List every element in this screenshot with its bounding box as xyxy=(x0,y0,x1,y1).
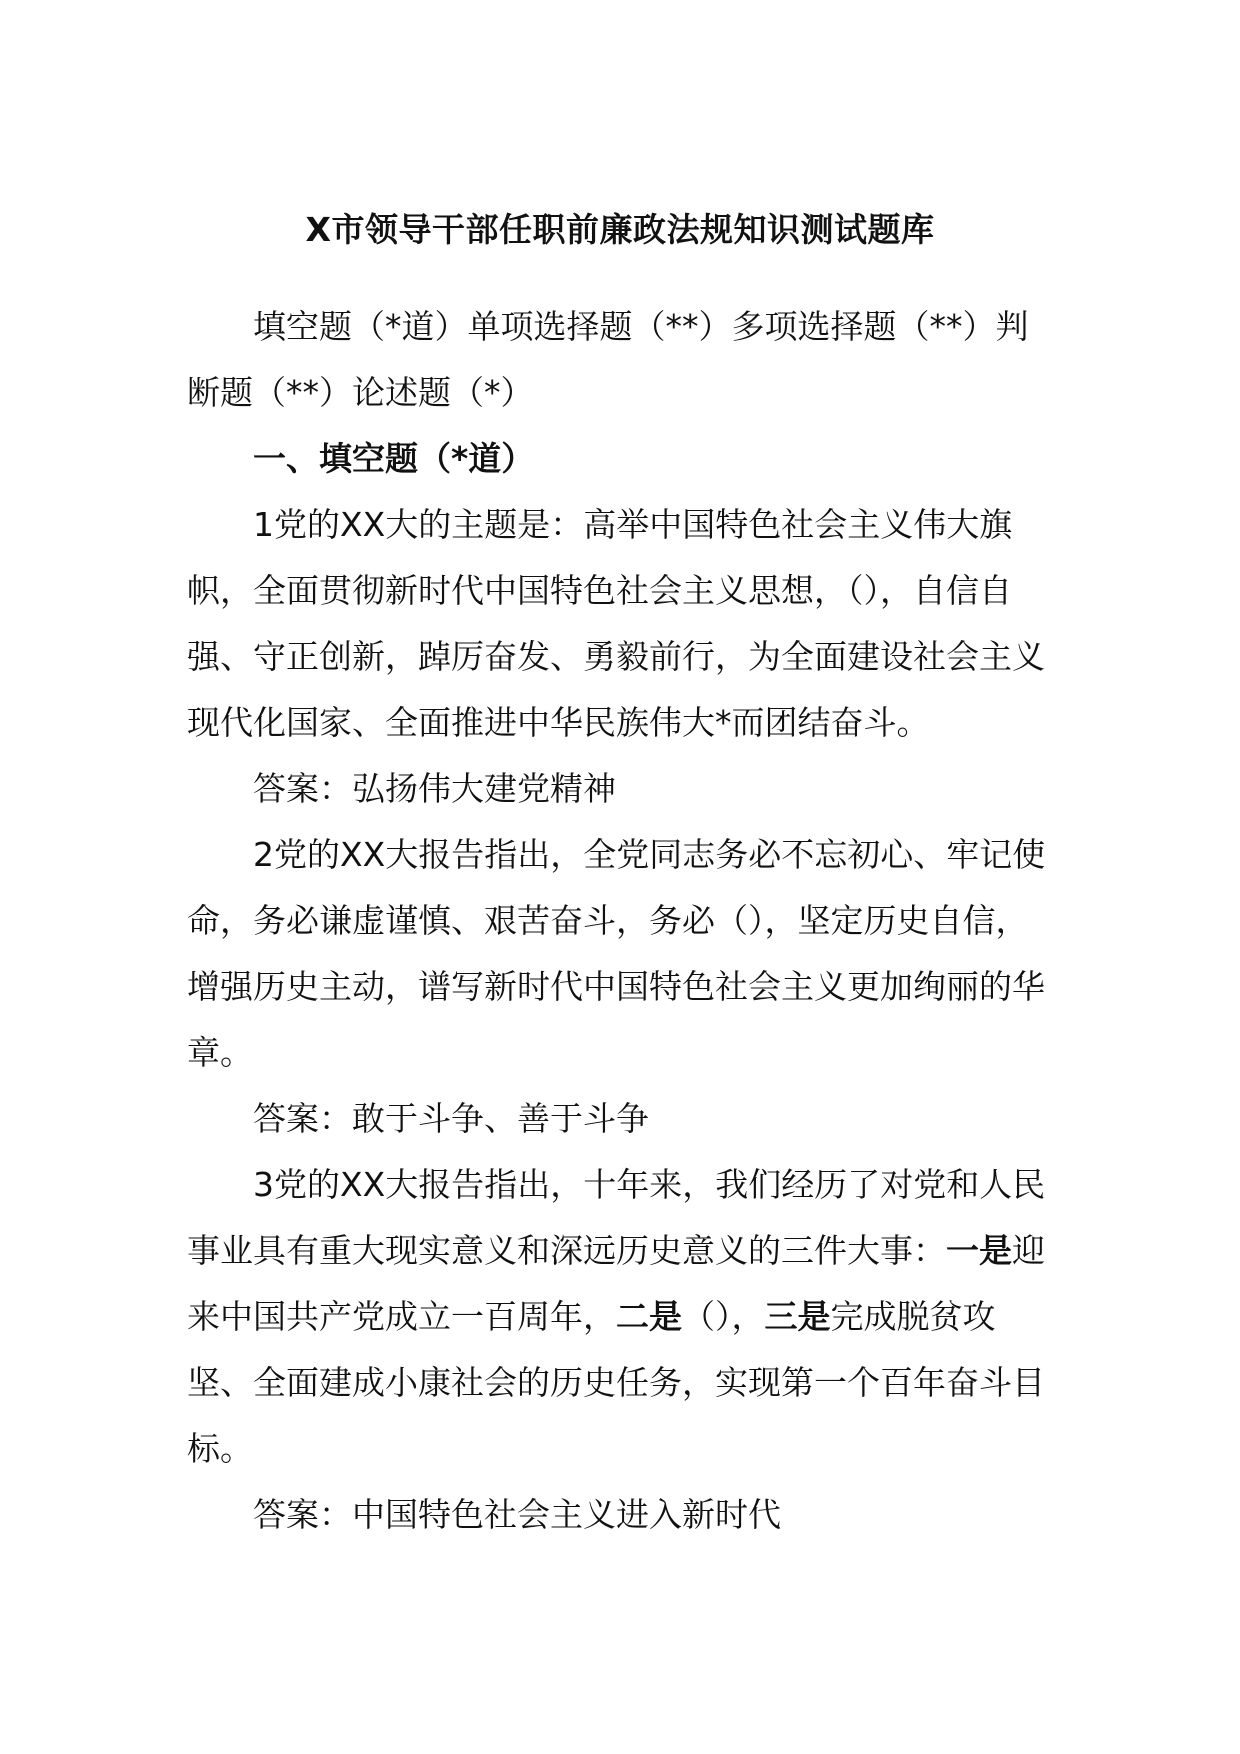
document-title: X市领导干部任职前廉政法规知识测试题库 xyxy=(305,210,935,249)
question-3 xyxy=(187,1152,1053,1482)
question-3-emphasis-2: 二是 xyxy=(616,1297,682,1336)
intro-paragraph: 填空题（*道）单项选择题（**）多项选择题（**）判断题（**）论述题（*） xyxy=(187,307,1029,412)
answer-2: 答案：敢于斗争、善于斗争 xyxy=(253,1099,649,1138)
question-3-emphasis-3: 三是 xyxy=(764,1297,831,1336)
section-heading: 一、填空题（*道） xyxy=(253,439,535,478)
question-1: 1党的XX大的主题是：高举中国特色社会主义伟大旗帜，全面贯彻新时代中国特色社会主义思想，（），自信自强、守正创新，踔厉奋发、勇毅前行，为全面建设社会主义现代化国家、全面推进中华民族伟大*而团结奋斗。 xyxy=(187,505,1045,742)
question-2: 2党的XX大报告指出，全党同志务必不忘初心、牢记使命，务必谦虚谨慎、艰苦奋斗，务必（），坚定历史自信，增强历史主动，谱写新时代中国特色社会主义更加绚丽的华章。 xyxy=(187,835,1046,1072)
answer-1: 答案：弘扬伟大建党精神 xyxy=(253,769,616,808)
document-body xyxy=(187,294,1053,1548)
answer-3: 答案：中国特色社会主义进入新时代 xyxy=(253,1495,781,1534)
question-3-part-2: 迎来中国共产党成立一百周年， xyxy=(187,1231,1045,1336)
question-3-part-3: （）， xyxy=(682,1297,765,1336)
question-3-emphasis-1: 一是 xyxy=(946,1231,1012,1270)
question-3-part-1: 3党的XX大报告指出，十年来，我们经历了对党和人民事业具有重大现实意义和深远历史意义的三件大事： xyxy=(187,1165,1046,1270)
question-3-part-4: 完成脱贫攻坚、全面建成小康社会的历史任务，实现第一个百年奋斗目标。 xyxy=(187,1297,1045,1468)
